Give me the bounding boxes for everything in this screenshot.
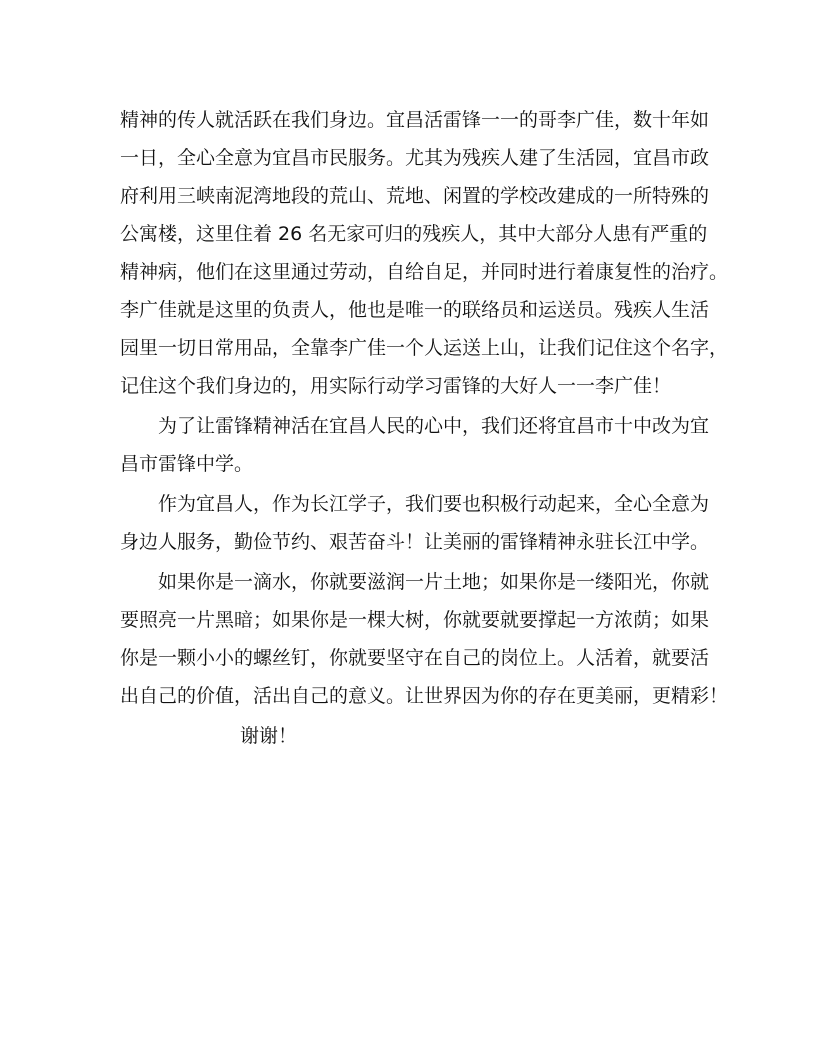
- paragraph-4-line-1: 如果你是一滴水，你就要滋润一片土地；如果你是一缕阳光，你就: [158, 571, 710, 593]
- paragraph-1-line-4: 公寓楼，这里住着 26 名无家可归的残疾人，其中大部分人患有严重的: [120, 223, 708, 245]
- paragraph-4-line-4: 出自己的价值，活出自己的意义。让世界因为你的存在更美丽，更精彩！: [120, 685, 729, 707]
- paragraph-3-line-1: 作为宜昌人，作为长江学子，我们要也积极行动起来，全心全意为: [158, 493, 710, 515]
- paragraph-3-line-2: 身边人服务，勤俭节约、艰苦奋斗！让美丽的雷锋精神永驻长江中学。: [120, 531, 710, 553]
- paragraph-1-line-3: 府利用三峡南泥湾地段的荒山、荒地、闲置的学校改建成的一所特殊的: [120, 185, 710, 207]
- paragraph-1-line-6: 李广佳就是这里的负责人，他也是唯一的联络员和运送员。残疾人生活: [120, 299, 710, 321]
- paragraph-4-line-2: 要照亮一片黑暗；如果你是一棵大树，你就要就要撑起一方浓荫；如果: [120, 609, 710, 631]
- paragraph-1-line-5: 精神病，他们在这里通过劳动，自给自足，并同时进行着康复性的治疗。: [120, 261, 729, 283]
- paragraph-2-line-1: 为了让雷锋精神活在宜昌人民的心中，我们还将宜昌市十中改为宜: [158, 415, 710, 437]
- paragraph-2-line-2: 昌市雷锋中学。: [120, 453, 254, 475]
- paragraph-1-line-2: 一日，全心全意为宜昌市民服务。尤其为残疾人建了生活园，宜昌市政: [120, 147, 710, 169]
- paragraph-1-line-8: 记住这个我们身边的，用实际行动学习雷锋的大好人一一李广佳！: [120, 375, 672, 397]
- paragraph-4-line-3: 你是一颗小小的螺丝钉，你就要坚守在自己的岗位上。人活着，就要活: [120, 647, 710, 669]
- paragraph-1-line-7: 园里一切日常用品，全靠李广佳一个人运送上山，让我们记住这个名字，: [120, 337, 729, 359]
- paragraph-1-line-1: 精神的传人就活跃在我们身边。宜昌活雷锋一一的哥李广佳，数十年如: [120, 109, 710, 131]
- closing-thanks: 谢谢！: [240, 725, 298, 747]
